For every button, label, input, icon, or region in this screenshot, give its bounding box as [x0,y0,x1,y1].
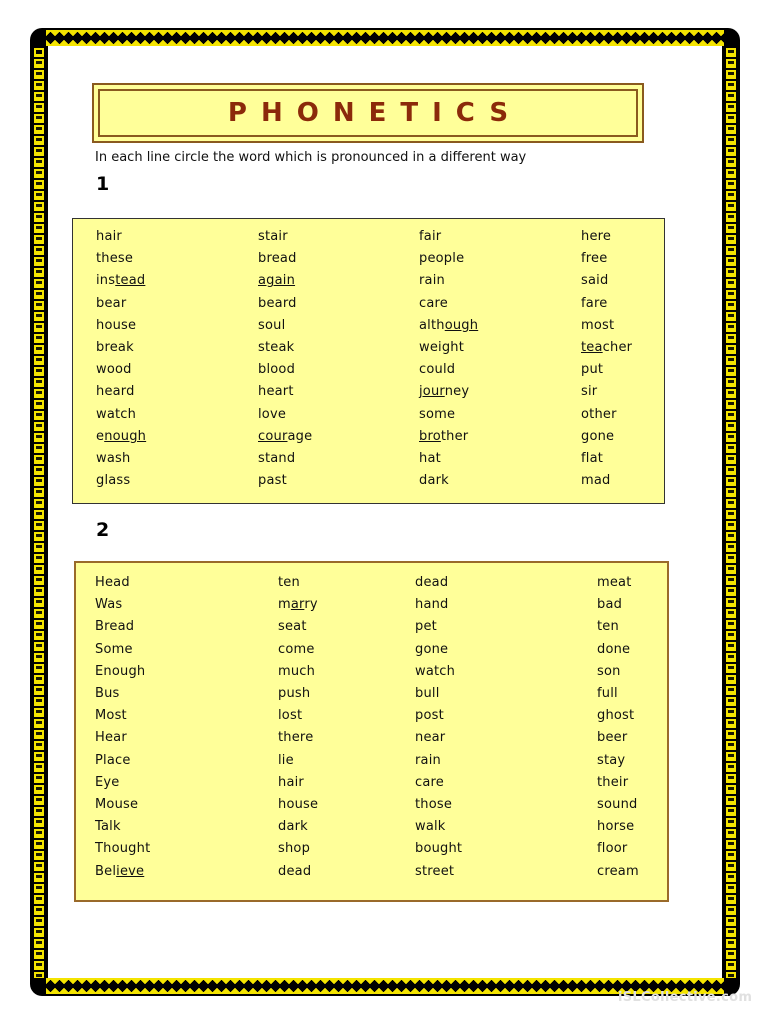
word-segment: free [581,251,608,267]
table-row [73,229,664,249]
word-segment: post [415,708,444,724]
word-cell[interactable] [581,407,617,422]
word-cell[interactable] [419,273,445,288]
word-cell[interactable] [419,473,449,488]
word-segment: hat [419,451,441,466]
word-segment: walk [415,819,446,835]
word-cell[interactable] [415,797,452,812]
word-segment: gone [415,641,449,657]
word-cell[interactable] [96,251,133,266]
word-cell[interactable] [278,841,310,856]
word-segment: floor [597,841,628,857]
word-segment: fair [419,229,442,244]
word-segment: ry [304,597,318,613]
word-cell[interactable] [597,775,628,790]
table-row [73,318,664,338]
word-cell[interactable] [258,407,286,422]
word-segment: dark [419,473,449,489]
word-segment: those [415,797,453,812]
word-segment: near [415,730,446,746]
word-cell[interactable] [581,451,603,466]
word-segment: Hear [95,730,127,746]
word-cell[interactable] [278,775,304,790]
word-segment: other [581,406,617,422]
word-cell[interactable] [258,229,288,244]
word-cell[interactable] [258,384,294,399]
word-cell[interactable] [95,575,130,590]
word-segment: bull [415,686,440,701]
word-cell[interactable] [258,429,312,444]
word-segment: soul [258,317,286,333]
table-row [76,708,667,728]
word-cell[interactable] [597,575,632,590]
word-cell[interactable] [415,619,437,634]
word-cell[interactable] [258,362,295,377]
word-cell[interactable] [419,451,441,466]
word-segment: Mouse [95,797,139,812]
table-row [76,797,667,817]
table-row [76,819,667,839]
word-cell[interactable] [95,686,120,701]
word-cell[interactable] [581,229,611,244]
word-cell[interactable] [597,686,618,701]
word-cell[interactable] [96,384,135,399]
word-segment: horse [597,819,635,835]
word-cell[interactable] [95,730,127,745]
word-segment: bear [96,295,127,311]
section-2-number: 2 [96,519,110,541]
word-segment: heart [258,384,294,400]
word-cell[interactable] [419,362,455,377]
word-cell[interactable] [597,642,630,657]
word-segment: Bread [95,619,135,635]
title-box-inner [98,89,638,137]
word-segment: hair [96,229,122,244]
table-row [73,340,664,360]
word-segment: Head [95,575,130,590]
table-row [76,642,667,662]
word-cell[interactable] [581,473,610,488]
word-segment: wash [96,451,131,466]
word-cell[interactable] [278,797,318,812]
word-segment: Place [95,752,131,768]
word-segment: done [597,641,631,657]
word-cell[interactable] [96,318,136,333]
word-segment: fare [581,295,608,311]
word-cell[interactable] [96,429,146,444]
word-segment: dead [278,863,312,879]
word-segment: break [96,340,134,355]
word-segment: Most [95,708,127,724]
word-cell[interactable] [415,575,448,590]
word-segment: lost [278,708,303,724]
word-segment: house [278,797,319,812]
word-cell[interactable] [278,708,302,723]
underlined-letters: ar [290,597,305,613]
word-cell[interactable] [95,597,122,612]
word-segment: Thought [95,841,151,857]
table-row [73,296,664,316]
underlined-letters: jour [419,384,445,400]
watermark: iSLCollective.com [618,990,753,1005]
page-title: PHONETICS [227,98,523,128]
word-cell[interactable] [95,753,131,768]
word-cell[interactable] [597,619,619,634]
word-cell[interactable] [415,841,462,856]
border-right-strip [724,46,738,978]
word-segment: alth [419,317,445,333]
word-cell[interactable] [415,686,440,701]
underlined-letters: bro [419,428,441,444]
table-row [76,664,667,684]
underlined-letters: cour [258,428,288,444]
word-segment: people [419,251,465,267]
word-cell[interactable] [278,753,294,768]
word-cell[interactable] [95,708,127,723]
word-segment: rain [415,752,441,768]
word-cell[interactable] [581,384,597,399]
word-cell[interactable] [597,864,639,879]
word-cell[interactable] [258,251,297,266]
word-cell[interactable] [581,273,608,288]
word-cell[interactable] [415,753,441,768]
word-segment: blood [258,362,296,378]
word-cell[interactable] [278,597,318,612]
table-row [76,864,667,884]
word-cell[interactable] [96,362,132,377]
word-cell[interactable] [96,296,126,311]
word-cell[interactable] [597,730,627,745]
word-segment: come [278,641,315,657]
word-segment: Was [95,597,123,613]
word-cell[interactable] [95,775,120,790]
word-cell[interactable] [581,296,607,311]
word-segment: ney [444,384,470,400]
table-row [73,451,664,471]
word-segment: here [581,229,612,244]
instructions-text: In each line circle the word which is pronounced in a different way [95,150,527,165]
underlined-letters: again [258,273,296,289]
table-row [76,730,667,750]
word-segment: heard [96,384,135,400]
word-segment: mad [581,473,611,489]
table-row [76,841,667,861]
word-cell[interactable] [419,251,464,266]
section-2-word-table [74,561,669,902]
word-segment: m [278,597,291,613]
word-segment: flat [581,451,604,466]
word-cell[interactable] [419,318,478,333]
word-segment: Bel [95,863,117,879]
word-segment: watch [415,663,456,679]
word-segment: ther [440,428,469,444]
word-cell[interactable] [415,819,446,834]
word-segment: house [96,317,137,333]
word-cell[interactable] [95,819,121,834]
word-segment: stand [258,451,296,466]
word-cell[interactable] [415,775,444,790]
word-segment: e [96,428,105,444]
word-cell[interactable] [258,340,294,355]
table-row [76,753,667,773]
word-cell[interactable] [415,642,448,657]
table-row [73,273,664,293]
word-cell[interactable] [419,340,464,355]
underlined-letters: ough [444,317,479,333]
word-cell[interactable] [597,753,625,768]
word-segment: dark [278,819,308,835]
word-segment: Bus [95,686,120,701]
word-cell[interactable] [278,864,311,879]
word-cell[interactable] [96,473,130,488]
word-cell[interactable] [419,229,441,244]
word-cell[interactable] [415,730,445,745]
word-cell[interactable] [581,318,614,333]
word-segment: love [258,406,287,422]
word-segment: Talk [95,819,121,835]
word-cell[interactable] [95,664,145,679]
word-cell[interactable] [278,686,310,701]
section-1-number: 1 [96,173,110,195]
word-segment: weight [419,340,465,355]
word-cell[interactable] [278,642,315,657]
word-cell[interactable] [415,664,455,679]
underlined-letters: tead [115,273,146,289]
word-segment: said [581,273,609,289]
word-cell[interactable] [258,296,297,311]
word-segment: Some [95,641,133,657]
word-cell[interactable] [278,575,300,590]
word-cell[interactable] [415,708,444,723]
word-segment: care [415,774,444,790]
word-cell[interactable] [95,841,150,856]
word-segment: Enough [95,663,146,679]
word-segment: wood [96,362,132,378]
section-1-word-table [72,218,665,504]
word-segment: most [581,317,615,333]
word-segment: stair [258,229,288,244]
word-cell[interactable] [419,384,469,399]
word-cell[interactable] [95,642,133,657]
table-row [76,775,667,795]
word-segment: care [419,295,448,311]
border-left-strip [32,46,46,978]
word-cell[interactable] [415,864,454,879]
table-row [73,384,664,404]
word-cell[interactable] [581,251,607,266]
word-cell[interactable] [597,708,634,723]
word-segment: much [278,663,316,679]
word-cell[interactable] [419,407,455,422]
title-box [92,83,644,143]
word-segment: stay [597,752,626,768]
word-cell[interactable] [278,730,313,745]
word-segment: put [581,362,604,378]
word-cell[interactable] [597,797,637,812]
word-segment: cher [602,340,633,355]
table-row [76,619,667,639]
word-segment: son [597,663,621,679]
word-segment: hand [415,597,449,613]
word-segment: shop [278,841,311,857]
word-segment: lie [278,752,294,768]
underlined-letters: nough [104,428,147,444]
word-cell[interactable] [597,664,621,679]
word-segment: ten [278,575,300,590]
table-row [73,407,664,427]
word-segment: hair [278,774,304,790]
word-segment: bought [415,841,463,857]
word-cell[interactable] [419,429,468,444]
table-row [76,597,667,617]
word-cell[interactable] [415,597,449,612]
table-row [73,429,664,449]
word-cell[interactable] [258,473,287,488]
word-cell[interactable] [96,273,145,288]
word-segment: could [419,362,456,378]
word-segment: street [415,863,455,879]
word-cell[interactable] [96,451,130,466]
word-segment: Eye [95,774,120,790]
word-cell[interactable] [597,841,627,856]
word-segment: sound [597,797,638,812]
word-segment: pet [415,619,437,635]
word-segment: their [597,774,629,790]
table-row [73,251,664,271]
word-segment: ins [96,273,116,289]
word-segment: watch [96,406,137,422]
table-row [73,473,664,493]
word-cell[interactable] [96,340,134,355]
word-cell[interactable] [419,296,448,311]
word-cell[interactable] [278,619,307,634]
border-top-strip [46,30,724,46]
word-cell[interactable] [278,819,308,834]
word-segment: seat [278,619,307,635]
word-cell[interactable] [95,797,138,812]
word-cell[interactable] [581,429,614,444]
word-cell[interactable] [258,451,295,466]
word-cell[interactable] [581,362,603,377]
table-row [76,575,667,595]
word-segment: dead [415,575,449,590]
word-segment: steak [258,340,295,355]
word-segment: rain [419,273,445,289]
underlined-letters: tea [581,340,603,355]
word-cell[interactable] [96,229,122,244]
word-cell[interactable] [96,407,136,422]
word-segment: past [258,473,287,489]
word-segment: sir [581,384,598,400]
word-segment: bad [597,597,623,613]
word-segment: bread [258,251,297,267]
word-cell[interactable] [597,819,634,834]
word-cell[interactable] [258,318,285,333]
word-segment: cream [597,863,639,879]
word-segment: beer [597,730,628,746]
table-row [73,362,664,382]
word-segment: these [96,251,134,267]
underlined-letters: ieve [116,863,145,879]
word-cell[interactable] [581,340,632,355]
word-segment: ten [597,619,619,635]
table-row [76,686,667,706]
word-segment: there [278,730,314,746]
word-cell[interactable] [597,597,622,612]
word-segment: glass [96,473,131,489]
word-cell[interactable] [278,664,315,679]
word-segment: age [287,428,313,444]
word-cell[interactable] [95,864,144,879]
word-cell[interactable] [258,273,295,288]
word-segment: ghost [597,708,635,724]
word-segment: gone [581,428,615,444]
word-cell[interactable] [95,619,134,634]
word-segment: meat [597,575,632,590]
word-segment: push [278,686,311,701]
word-segment: full [597,686,618,701]
word-segment: some [419,406,456,422]
word-segment: beard [258,295,297,311]
